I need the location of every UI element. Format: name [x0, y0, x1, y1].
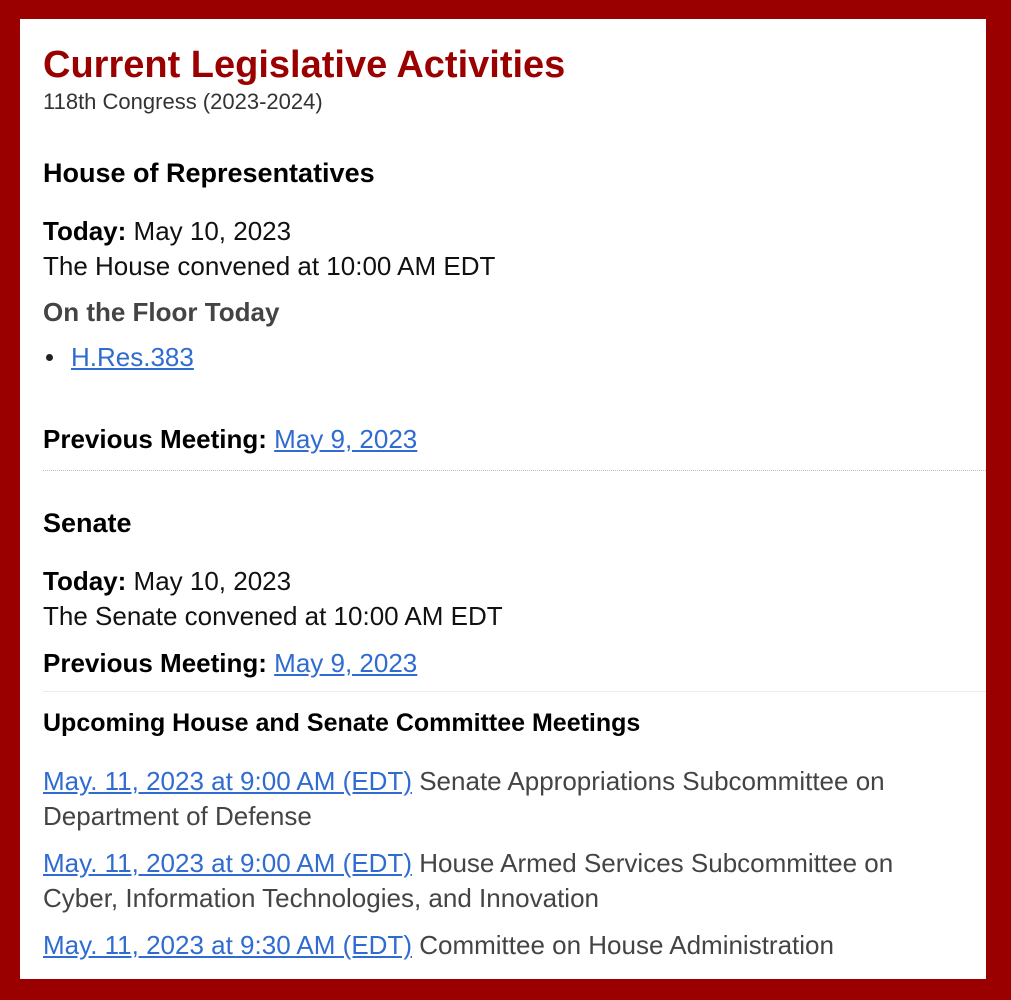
meeting-time-link[interactable]: May. 11, 2023 at 9:00 AM (EDT): [43, 848, 412, 878]
meeting-description: Committee on House Administration: [419, 930, 834, 960]
meeting-time-link[interactable]: May. 11, 2023 at 9:00 AM (EDT): [43, 766, 412, 796]
house-previous-meeting-link[interactable]: May 9, 2023: [274, 424, 418, 454]
page-title: Current Legislative Activities: [43, 44, 566, 86]
senate-convened-text: The Senate convened at 10:00 AM EDT: [43, 601, 503, 631]
house-today: [43, 215, 291, 247]
hres-383-link[interactable]: H.Res.383: [71, 342, 194, 372]
house-today-label: Today:: [43, 216, 127, 246]
house-previous-meeting: [43, 423, 417, 455]
senate-today-date: May 10, 2023: [133, 566, 292, 596]
senate-today-label: Today:: [43, 566, 127, 596]
section-divider: [43, 470, 986, 471]
legislative-activities-panel: [20, 19, 986, 979]
senate-today: [43, 565, 291, 597]
meeting-description: Senate Appropriations Subcommittee on Department of Defense: [43, 766, 885, 831]
meeting-time-link[interactable]: May. 11, 2023 at 9:30 AM (EDT): [43, 930, 412, 960]
house-convened-text: The House convened at 10:00 AM EDT: [43, 251, 496, 281]
bullet-icon: [46, 354, 53, 361]
section-divider: [43, 691, 986, 692]
house-heading: House of Representatives: [43, 158, 375, 188]
senate-previous-meeting: [43, 647, 417, 679]
house-previous-label: Previous Meeting:: [43, 424, 267, 454]
house-today-date: May 10, 2023: [133, 216, 292, 246]
floor-list-item: [43, 341, 194, 373]
meeting-item: [43, 846, 973, 916]
meeting-description: House Armed Services Subcommittee on Cyber, Information Technologies, and Innovation: [43, 848, 894, 913]
congress-subtitle: 118th Congress (2023-2024): [43, 89, 323, 114]
committee-meetings-heading: Upcoming House and Senate Committee Meetings: [43, 709, 641, 737]
senate-previous-label: Previous Meeting:: [43, 648, 267, 678]
senate-previous-meeting-link[interactable]: May 9, 2023: [274, 648, 418, 678]
meeting-item: [43, 928, 973, 963]
on-the-floor-heading: On the Floor Today: [43, 297, 280, 327]
senate-heading: Senate: [43, 508, 132, 538]
meeting-item: [43, 764, 973, 834]
